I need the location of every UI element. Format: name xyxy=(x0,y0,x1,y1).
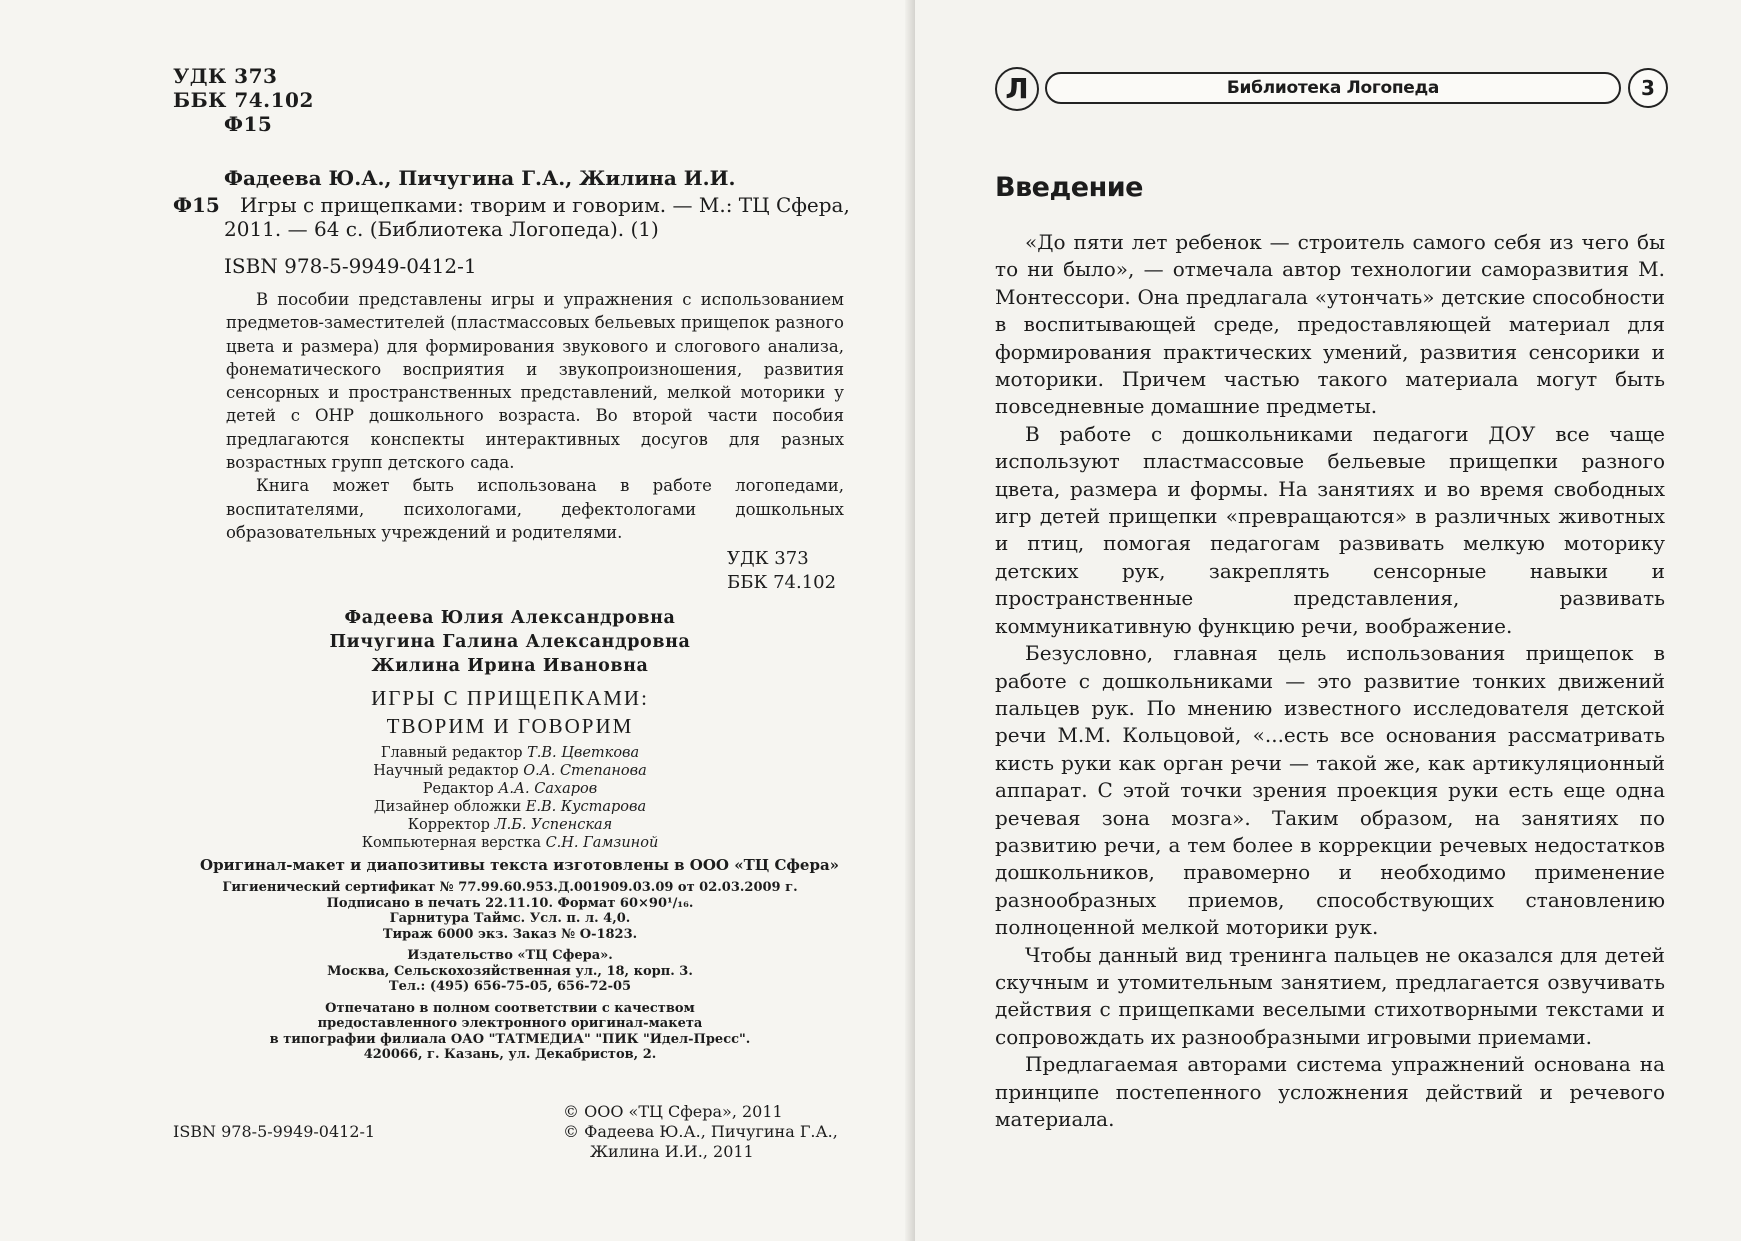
intro-paragraph: Безусловно, главная цель использования прищепок в работе с дошкольниками — это развитие тонких движений пальцев рук. По мнению известного исследователя детской речи М.М. Кольцовой, «...есть все основания рассматривать кисть руки как орган речи — такой же, как артикуляционный аппарат. С этой точки зрения проекция руки есть еще одна речевая зона мозга». Таким образом, на занятиях по развитию речи, а тем более в коррекции речевых недостатков дошкольников, правомерно и необходимо применение разнообразных приемов, способствующих становлению полноценной мелкой моторики рук. xyxy=(995,641,1665,940)
printed-line-1: Отпечатано в полном соответствии с качеством xyxy=(325,1000,695,1016)
staff-list xyxy=(200,744,820,852)
publisher-name: Издательство «ТЦ Сфера». xyxy=(407,948,613,963)
isbn-bottom: ISBN 978-5-9949-0412-1 xyxy=(173,1122,376,1141)
copyright-3: Жилина И.И., 2011 xyxy=(590,1142,754,1161)
book-title-line-1: ИГРЫ С ПРИЩЕПКАМИ: xyxy=(371,686,649,710)
hygiene-certificate: Гигиенический сертификат № 77.99.60.953.Д.001909.03.09 от 02.03.2009 г. xyxy=(222,880,798,895)
udk-code: УДК 373 xyxy=(173,64,278,88)
intro-paragraph: «До пяти лет ребенок — строитель самого себя из чего бы то ни было», — отмечала автор технологии саморазвития М. Монтессори. Она предлагала «утончать» детские способности в воспитывающей среде, предоставляющей материал для формирования практических умений, развития сенсорики и моторики. Причем частью такого материала могут быть повседневные домашние предметы. xyxy=(995,230,1665,419)
author-mark: Ф15 xyxy=(224,112,273,136)
staff-item: Редактор А.А. Сахаров xyxy=(422,781,598,797)
printed-line-3: в типографии филиала ОАО "ТАТМЕДИА" "ПИК "Идел-Пресс". xyxy=(269,1031,751,1047)
signed-to-print: Подписано в печать 22.11.10. Формат 60×90¹/₁₆. xyxy=(326,895,694,911)
author-full-1: Фадеева Юлия Александровна xyxy=(344,608,676,628)
intro-paragraph: Чтобы данный вид тренинга пальцев не оказался для детей скучным и утомительным занятием, предлагается озвучивать действия с прищепками веселыми стихотворными текстами и сопровождать их разнообразными игровыми приемами. xyxy=(995,942,1665,1049)
printed-line-4: 420066, г. Казань, ул. Декабристов, 2. xyxy=(363,1047,657,1062)
series-title: Библиотека Логопеда xyxy=(1226,78,1440,98)
imprint-block xyxy=(200,880,820,1063)
author-full-3: Жилина Ирина Ивановна xyxy=(371,656,649,676)
copyright-1: © ООО «ТЦ Сфера», 2011 xyxy=(563,1102,783,1121)
staff-item: Компьютерная верстка С.Н. Гамзиной xyxy=(361,835,659,851)
original-layout-note: Оригинал-макет и диапозитивы текста изготовлены в ООО «ТЦ Сфера» xyxy=(200,856,840,874)
authors-short: Фадеева Ю.А., Пичугина Г.А., Жилина И.И. xyxy=(224,166,736,190)
intro-text xyxy=(995,229,1665,1133)
staff-item: Главный редактор Т.В. Цветкова xyxy=(380,745,640,761)
staff-item: Корректор Л.Б. Успенская xyxy=(407,817,613,833)
annotation-paragraph-2: Книга может быть использована в работе логопедами, воспитателями, психологами, дефектологами дошкольных образовательных учреждений и родителями. xyxy=(226,476,844,542)
annotation-paragraph-1: В пособии представлены игры и упражнения с использованием предметов-заместителей (пластмассовых бельевых прищепок разного цвета и размера) для формирования звукового и слогового анализа, фонематического восприятия и звукопроизношения, развития сенсорных и пространственных представлений, мелкой моторики у детей с ОНР дошкольного возраста. Во второй части пособия предлагаются конспекты интерактивных досугов для разных возрастных групп детского сада. xyxy=(226,290,844,473)
staff-item: Научный редактор О.А. Степанова xyxy=(373,763,647,779)
staff-item: Дизайнер обложки Е.В. Кустарова xyxy=(373,799,647,815)
annotation xyxy=(226,288,844,544)
bbk-code-2: ББК 74.102 xyxy=(727,572,837,593)
intro-paragraph: Предлагаемая авторами система упражнений основана на принципе постепенного усложнения действий и речевого материала. xyxy=(995,1052,1665,1131)
udk-code-2: УДК 373 xyxy=(727,548,809,569)
copyright-2: © Фадеева Ю.А., Пичугина Г.А., xyxy=(563,1122,838,1141)
bib-line-2: 2011. — 64 с. (Библиотека Логопеда). (1) xyxy=(224,217,659,241)
print-run: Тираж 6000 экз. Заказ № О-1823. xyxy=(382,926,638,942)
section-title: Введение xyxy=(995,172,1143,203)
book-title-line-2: ТВОРИМ И ГОВОРИМ xyxy=(386,714,634,738)
page-number: 3 xyxy=(1628,68,1668,108)
author-full-2: Пичугина Галина Александровна xyxy=(329,632,691,652)
publisher-address: Москва, Сельскохозяйственная ул., 18, корп. 3. xyxy=(327,963,693,979)
bib-code: Ф15 xyxy=(173,193,220,217)
running-header xyxy=(995,65,1675,111)
series-title-bar xyxy=(1045,72,1621,104)
isbn-line: ISBN 978-5-9949-0412-1 xyxy=(224,254,477,278)
printed-line-2: предоставленного электронного оригинал-макета xyxy=(317,1016,703,1031)
typeface-info: Гарнитура Таймс. Усл. п. л. 4,0. xyxy=(389,911,631,926)
intro-paragraph: В работе с дошкольниками педагоги ДОУ все чаще используют пластмассовые бельевые прищепки разного цвета, размера и формы. На занятиях и во время свободных игр детей прищепки «превращаются» в различных животных и птиц, помогая педагогам развивать мелкую моторику детских рук, закреплять сенсорные навыки и пространственные представления, развивать коммуникативную функцию речи, воображение. xyxy=(995,421,1665,638)
publisher-phone: Тел.: (495) 656-75-05, 656-72-05 xyxy=(388,979,632,994)
bib-line-1: Игры с прищепками: творим и говорим. — М.: ТЦ Сфера, xyxy=(240,193,850,217)
bbk-code: ББК 74.102 xyxy=(173,88,314,112)
series-logo-icon: Л xyxy=(995,67,1039,111)
